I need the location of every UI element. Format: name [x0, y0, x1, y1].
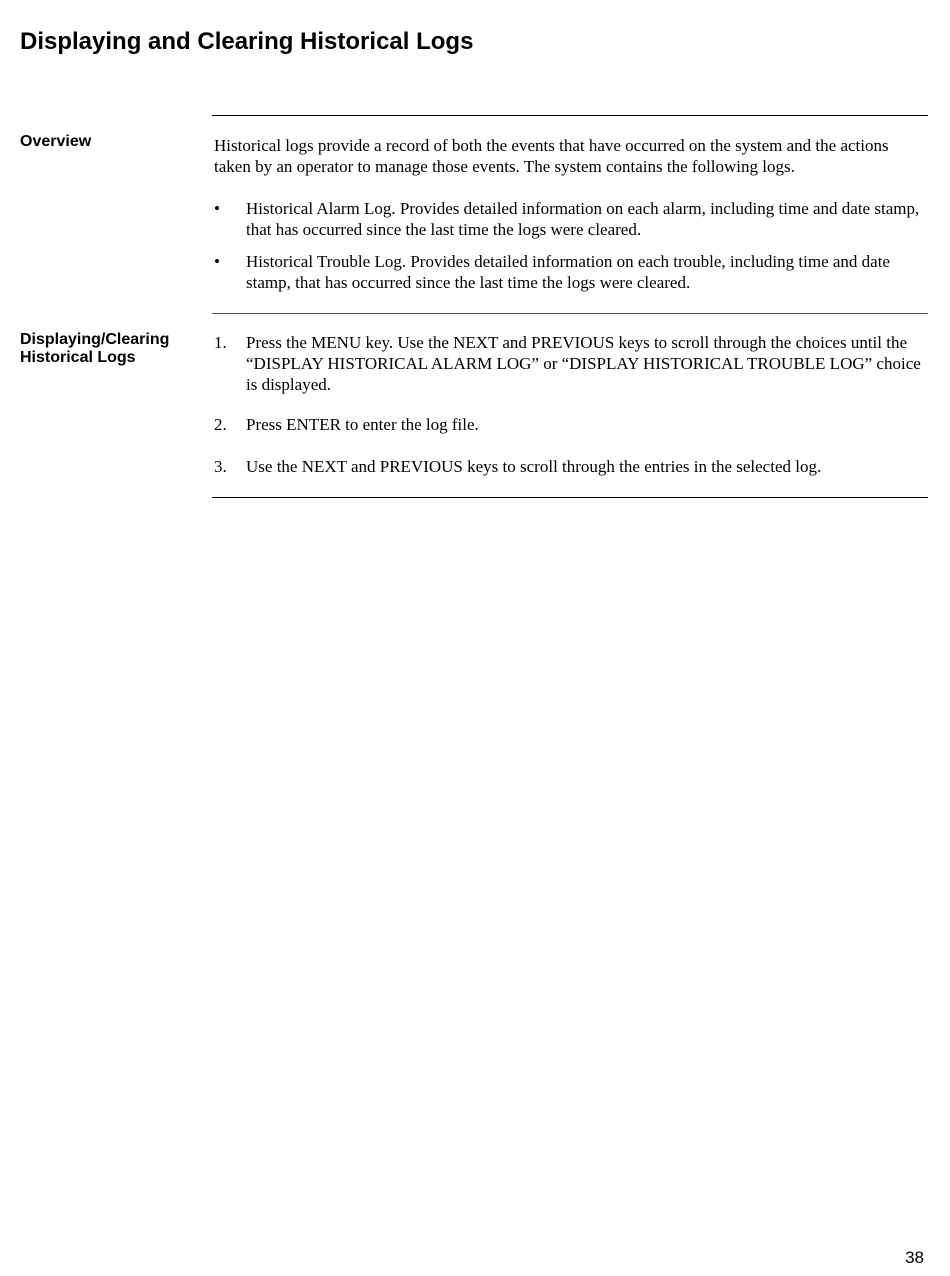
overview-intro: Historical logs provide a record of both the events that have occurred on the system and the actions taken by an operator to manage those events. The system contains the following logs. — [214, 136, 889, 176]
step-text: Use the NEXT and PREVIOUS keys to scroll through the entries in the selected log. — [246, 457, 822, 476]
section-divider-top — [212, 115, 928, 116]
list-item — [214, 456, 928, 477]
bullet-text: Historical Alarm Log. Provides detailed information on each alarm, including time and date stamp, that has occurred since the last time the logs were cleared. — [246, 199, 920, 239]
section-divider-middle — [212, 313, 928, 314]
step-number: 2. — [214, 415, 227, 434]
step-number: 1. — [214, 333, 227, 352]
page-title: Displaying and Clearing Historical Logs — [20, 28, 474, 55]
bullet-marker: • — [214, 199, 220, 218]
list-item — [214, 198, 928, 240]
section-divider-bottom — [212, 497, 928, 498]
overview-heading: Overview — [20, 133, 92, 150]
step-text: Press the MENU key. Use the NEXT and PREVIOUS keys to scroll through the choices until the “DISPLAY HISTORICAL ALARM LOG” or “DISPLAY HISTORICAL TROUBLE LOG” choice is displayed. — [246, 333, 921, 394]
page-number: 38 — [905, 1248, 924, 1267]
list-item — [214, 251, 928, 293]
list-item — [214, 332, 928, 395]
step-text: Press ENTER to enter the log file. — [246, 415, 479, 434]
list-item — [214, 414, 928, 435]
procedure-heading: Displaying/Clearing Historical Logs — [20, 331, 170, 366]
bullet-text: Historical Trouble Log. Provides detailed information on each trouble, including time and date stamp, that has occurred since the last time the logs were cleared. — [246, 252, 890, 292]
bullet-marker: • — [214, 252, 220, 271]
step-number: 3. — [214, 457, 227, 476]
